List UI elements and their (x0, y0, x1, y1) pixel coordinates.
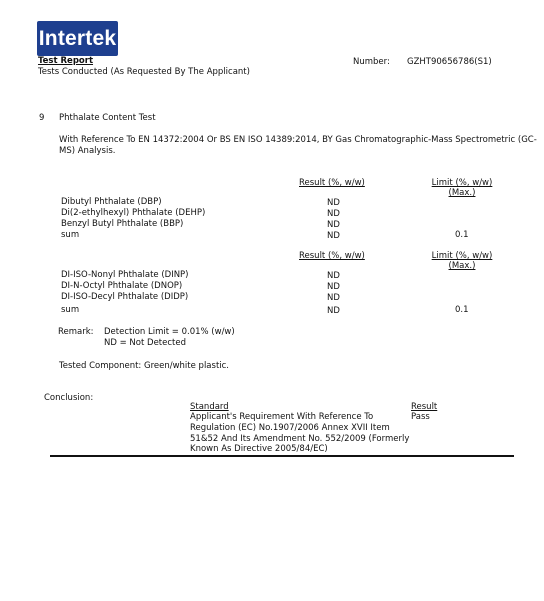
substance-result: ND (327, 231, 340, 241)
substance-name: DI-ISO-Nonyl Phthalate (DINP) (61, 270, 189, 280)
remark-detection-limit: Detection Limit = 0.01% (w/w) (104, 327, 235, 337)
substance-result: ND (327, 198, 340, 208)
conclusion-standard-line: Known As Directive 2005/84/EC) (190, 444, 328, 454)
number-label: Number: (353, 57, 390, 67)
substance-result: ND (327, 282, 340, 292)
substance-result: ND (327, 271, 340, 281)
limit-header-max: (Max.) (448, 188, 476, 198)
remark-nd-definition: ND = Not Detected (104, 338, 186, 348)
tested-component: Tested Component: Green/white plastic. (59, 361, 230, 371)
conclusion-standard-header: Standard (190, 402, 229, 412)
intertek-logo: Intertek (37, 21, 118, 56)
result-header: Result (%, w/w) (299, 251, 365, 261)
reference-line-2: MS) Analysis. (59, 146, 116, 156)
report-title: Test Report (38, 56, 94, 66)
limit-header: Limit (%, w/w) (431, 178, 493, 188)
substance-limit: 0.1 (455, 305, 469, 315)
conclusion-standard-line: Applicant's Requirement With Reference To (190, 412, 374, 422)
conclusion-result-header: Result (411, 402, 438, 412)
substance-name: DI-ISO-Decyl Phthalate (DIDP) (61, 292, 189, 302)
reference-line-1: With Reference To EN 14372:2004 Or BS EN ISO 14389:2014, BY Gas Chromatographic-Mass Spectrometric (GC- (59, 135, 537, 145)
substance-limit: 0.1 (455, 230, 469, 240)
number-value: GZHT90656786(S1) (407, 57, 492, 67)
conclusion-label: Conclusion: (44, 393, 94, 403)
report-subtitle: Tests Conducted (As Requested By The Applicant) (38, 67, 250, 77)
substance-name: Benzyl Butyl Phthalate (BBP) (61, 219, 184, 229)
conclusion-divider (50, 455, 514, 457)
substance-result: ND (327, 220, 340, 230)
result-header: Result (%, w/w) (299, 178, 365, 188)
conclusion-result-value: Pass (411, 412, 430, 422)
substance-name: DI-N-Octyl Phthalate (DNOP) (61, 281, 183, 291)
conclusion-standard-line: 51&52 And Its Amendment No. 552/2009 (Formerly (190, 434, 410, 444)
substance-result: ND (327, 306, 340, 316)
section-title: Phthalate Content Test (59, 113, 156, 123)
substance-result: ND (327, 293, 340, 303)
substance-name: Dibutyl Phthalate (DBP) (61, 197, 162, 207)
substance-result: ND (327, 209, 340, 219)
substance-name: sum (61, 305, 80, 315)
substance-name: sum (61, 230, 80, 240)
limit-header-max: (Max.) (448, 261, 476, 271)
section-index: 9 (39, 113, 45, 123)
conclusion-standard-line: Regulation (EC) No.1907/2006 Annex XVII Item (190, 423, 390, 433)
limit-header: Limit (%, w/w) (431, 251, 493, 261)
remark-label: Remark: (58, 327, 94, 337)
substance-name: Di(2-ethylhexyl) Phthalate (DEHP) (61, 208, 206, 218)
